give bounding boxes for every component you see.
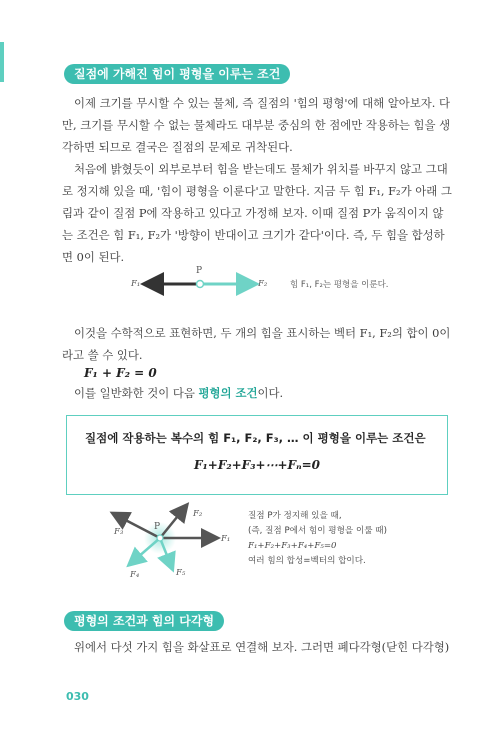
body-text-block-1	[62, 92, 452, 268]
figure2-label-f5: F₅	[176, 568, 186, 578]
body-text-block-3	[62, 382, 452, 404]
para4-suffix: 이다.	[257, 386, 284, 400]
equilibrium-condition-highlight: 평형의 조건	[198, 386, 258, 400]
figure2-label-f2: F₂	[193, 509, 203, 519]
caption-line-4: 여러 힘의 합성=벡터의 합이다.	[248, 556, 366, 566]
caption-line-3: F₁+F₂+F₃+F₄+F₅=0	[248, 541, 337, 551]
figure1-point-label: P	[196, 266, 203, 276]
point-p-marker	[197, 281, 204, 288]
figure2-point-label: P	[154, 522, 161, 532]
figure2-caption-block	[248, 509, 387, 569]
paragraph-5: 위에서 다섯 가지 힘을 화살표로 연결해 보자. 그러면 폐다각형(닫힌 다각형)	[74, 640, 450, 654]
figure1-left-label: F₁	[131, 279, 141, 289]
section-heading-force-polygon	[64, 611, 224, 631]
page-number: 030	[66, 690, 89, 703]
box-equation: F₁+F₂+F₃+⋯+Fₙ=0	[194, 458, 320, 472]
equation-two-forces: F₁ + F₂ = 0	[84, 366, 157, 380]
page-edge-tab	[0, 42, 4, 82]
para4-text: 이를 일반화한 것이 다음	[74, 386, 199, 400]
figure2-label-f3: F₃	[114, 527, 124, 537]
section-heading-text: 평형의 조건과 힘의 다각형	[74, 614, 215, 628]
section-heading-text: 질점에 가해진 힘이 평형을 이루는 조건	[74, 67, 281, 81]
figure2-label-f1: F₁	[221, 534, 231, 544]
figure1-caption: 힘 F₁, F₂는 평형을 이룬다.	[290, 280, 389, 290]
paragraph-1: 이제 크기를 무시할 수 있는 물체, 즉 질점의 '힘의 평형'에 대해 알아보자. 다만, 크기를 무시할 수 없는 물체라도 대부분 중심의 한 점에만 작용하는 힘을 생각하면 되므로 결국은 질점의 문제로 귀착된다.	[62, 96, 451, 154]
section-heading-equilibrium	[64, 64, 290, 84]
point-p-marker	[157, 535, 163, 541]
figure2-label-f4: F₄	[130, 570, 140, 580]
paragraph-2: 처음에 밝혔듯이 외부로부터 힘을 받는데도 물체가 위치를 바꾸지 않고 그대로 정지해 있을 때, '힘이 평형을 이룬다'고 말한다. 지금 두 힘 F₁, F₂가 아래 그림과 같이 질점 P에 작용하고 있다고 가정해 보자. 이때 질점 P가 움직이지 않는 조건은 힘 F₁, F₂가 '방향이 반대이고 크기가 같다'이다. 즉, 두 힘을 합성하면 0이 된다.	[62, 162, 452, 264]
body-text-block-2	[62, 322, 452, 366]
body-text-block-4	[62, 636, 452, 658]
paragraph-3: 이것을 수학적으로 표현하면, 두 개의 힘을 표시하는 벡터 F₁, F₂의 합이 0이라고 쓸 수 있다.	[62, 326, 451, 362]
paragraph-4	[62, 382, 452, 404]
figure1-right-label: F₂	[258, 279, 268, 289]
caption-line-2: (즉, 질점 P에서 힘이 평형을 이룰 때)	[248, 526, 387, 536]
equilibrium-condition-box	[66, 415, 448, 495]
box-title: 질점에 작용하는 복수의 힘 F₁, F₂, F₃, … 이 평형을 이루는 조건은	[85, 431, 426, 445]
caption-line-1: 질점 P가 정지해 있을 때,	[248, 511, 342, 521]
